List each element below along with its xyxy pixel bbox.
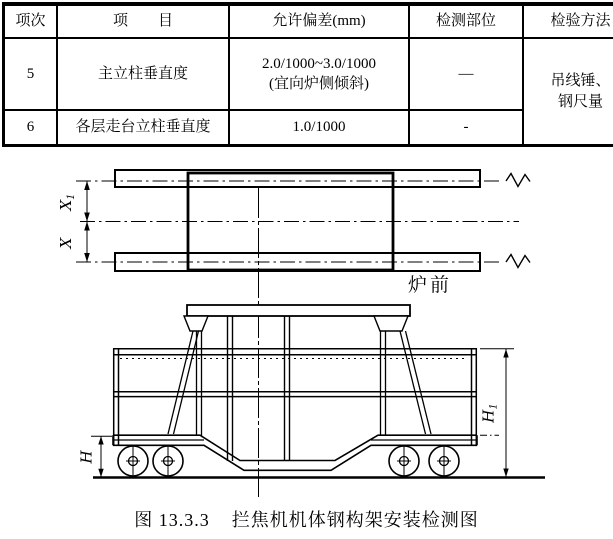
figure-title: 拦焦机机体钢构架安装检测图 — [231, 510, 479, 530]
cell-row5-location: — — [409, 38, 523, 110]
cell-row6-location: - — [409, 110, 523, 146]
header-item-name: 项 目 — [57, 4, 229, 38]
cell-row5-item: 主立柱垂直度 — [57, 38, 229, 110]
diagonal-brace-right — [406, 331, 432, 434]
wheel — [429, 446, 459, 477]
wheel — [389, 446, 419, 477]
header-method: 检验方法 — [523, 4, 613, 38]
header-item-no: 项次 — [4, 4, 58, 38]
arrow-up-icon — [503, 349, 508, 358]
arrow-down-icon — [84, 253, 90, 262]
cell-row6-item: 各层走台立柱垂直度 — [57, 110, 229, 146]
arrow-down-icon — [84, 213, 90, 222]
wheel — [153, 446, 183, 477]
arrow-up-icon — [98, 436, 103, 444]
wheel — [118, 446, 148, 477]
arrow-up-icon — [84, 181, 90, 190]
arrow-down-icon — [503, 469, 508, 478]
arrow-up-icon — [84, 222, 90, 231]
elevation-view — [78, 305, 546, 478]
figure-caption — [0, 506, 613, 532]
top-platform — [187, 305, 410, 316]
header-location: 检测部位 — [409, 4, 523, 38]
furnace-front-label: 炉前 — [408, 275, 453, 296]
walkway-railing — [113, 348, 477, 446]
figure-number: 图 13.3.3 — [134, 510, 210, 530]
plan-bottom-rail — [115, 253, 480, 271]
dimension-label-h: H — [77, 450, 96, 464]
deviation-note: (宜向炉侧倾斜) — [269, 76, 369, 92]
header-deviation: 允许偏差(mm) — [229, 4, 409, 38]
dimension-label-x1: $X_1$ — [57, 193, 77, 211]
cell-row6-no: 6 — [4, 110, 58, 146]
cell-row6-deviation: 1.0/1000 — [229, 110, 409, 146]
dimension-label-h1: $H_1$ — [479, 403, 500, 423]
cell-row5-no: 5 — [4, 38, 58, 110]
support-columns-and-braces — [168, 331, 431, 436]
break-symbol-icon — [506, 255, 530, 268]
method-line1: 吊线锤、 — [550, 73, 611, 90]
dimension-label-x: X — [57, 237, 75, 249]
diagonal-brace-right — [400, 331, 426, 434]
deviation-value: 2.0/1000~3.0/1000 — [262, 55, 376, 72]
platform-support-right — [374, 316, 408, 331]
diagonal-brace-left — [168, 331, 193, 434]
break-symbol-icon — [506, 174, 530, 187]
diagonal-brace-left — [174, 331, 199, 434]
method-line2: 钢尺量 — [557, 93, 603, 110]
platform-support-left — [184, 316, 208, 331]
arrow-down-icon — [98, 469, 103, 477]
